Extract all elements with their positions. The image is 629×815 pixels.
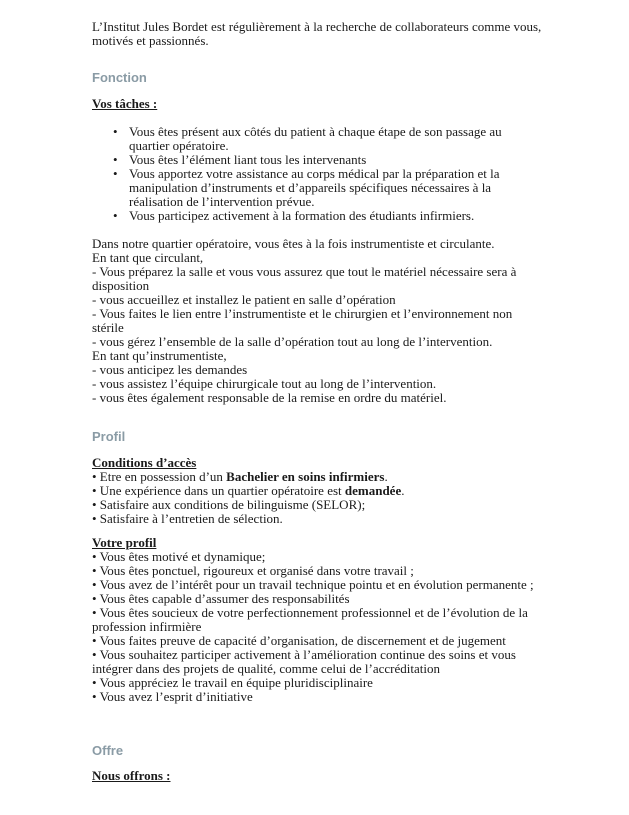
detail-line: - vous gérez l’ensemble de la salle d’opération tout au long de l’intervention. [92, 334, 493, 349]
profile-list [92, 550, 542, 704]
detail-line: - vous assistez l’équipe chirurgicale tout au long de l’intervention. [92, 376, 437, 391]
detail-line: - Vous faites le lien entre l’instrumentiste et le chirurgien et l’environnement non stérile [92, 306, 513, 335]
detail-line: En tant qu’instrumentiste, [92, 348, 227, 363]
list-item: • Vous avez l’esprit d’initiative [92, 689, 253, 704]
list-item: • Une expérience dans un quartier opératoire est demandée. [92, 483, 405, 498]
fonction-details [92, 237, 542, 405]
section-heading-profil: Profil [92, 429, 126, 444]
list-item: • Vous êtes motivé et dynamique; [92, 549, 266, 564]
detail-line: En tant que circulant, [92, 250, 204, 265]
tasks-title: Vos tâches : [92, 96, 158, 111]
conditions-list [92, 470, 542, 526]
section-heading-fonction: Fonction [92, 70, 147, 85]
offer-title: Nous offrons : [92, 768, 171, 783]
list-item: • Vous êtes soucieux de votre perfectionnement professionnel et de l’évolution de la profession infirmière [92, 605, 528, 634]
intro-paragraph: L’Institut Jules Bordet est régulièrement à la recherche de collaborateurs comme vous, motivés et passionnés. [92, 19, 542, 48]
detail-line: - Vous préparez la salle et vous vous assurez que tout le matériel nécessaire sera à disposition [92, 264, 517, 293]
list-item: • Vous faites preuve de capacité d’organisation, de discernement et de jugement [92, 633, 506, 648]
detail-line: - vous anticipez les demandes [92, 362, 248, 377]
list-item: • Vous êtes capable d’assumer des responsabilités [92, 591, 350, 606]
detail-line: - vous êtes également responsable de la remise en ordre du matériel. [92, 390, 447, 405]
list-item: • Vous apportez votre assistance au corps médical par la préparation et la manipulation d’instruments et d’appareils spécifiques nécessaires à la réalisation de l’intervention prévue. [92, 167, 542, 209]
list-item: • Vous êtes présent aux côtés du patient à chaque étape de son passage au quartier opératoire. [92, 125, 542, 153]
list-item: • Satisfaire à l’entretien de sélection. [92, 511, 283, 526]
list-item: • Vous participez activement à la formation des étudiants infirmiers. [92, 209, 542, 223]
list-item: • Vous êtes ponctuel, rigoureux et organisé dans votre travail ; [92, 563, 414, 578]
list-item: • Satisfaire aux conditions de bilinguisme (SELOR); [92, 497, 366, 512]
list-item: • Vous souhaitez participer activement à l’amélioration continue des soins et vous intégrer dans des projets de qualité, comme celui de l’accréditation [92, 647, 516, 676]
detail-line: Dans notre quartier opératoire, vous êtes à la fois instrumentiste et circulante. [92, 236, 495, 251]
list-item: • Vous avez de l’intérêt pour un travail technique pointu et en évolution permanente ; [92, 577, 534, 592]
profile-title: Votre profil [92, 535, 157, 550]
detail-line: - vous accueillez et installez le patient en salle d’opération [92, 292, 396, 307]
list-item: • Vous appréciez le travail en équipe pluridisciplinaire [92, 675, 373, 690]
tasks-list [92, 125, 542, 223]
list-item: • Vous êtes l’élément liant tous les intervenants [92, 153, 542, 167]
section-heading-offre: Offre [92, 743, 124, 758]
conditions-title: Conditions d’accès [92, 455, 197, 470]
list-item: • Etre en possession d’un Bachelier en soins infirmiers. [92, 469, 388, 484]
